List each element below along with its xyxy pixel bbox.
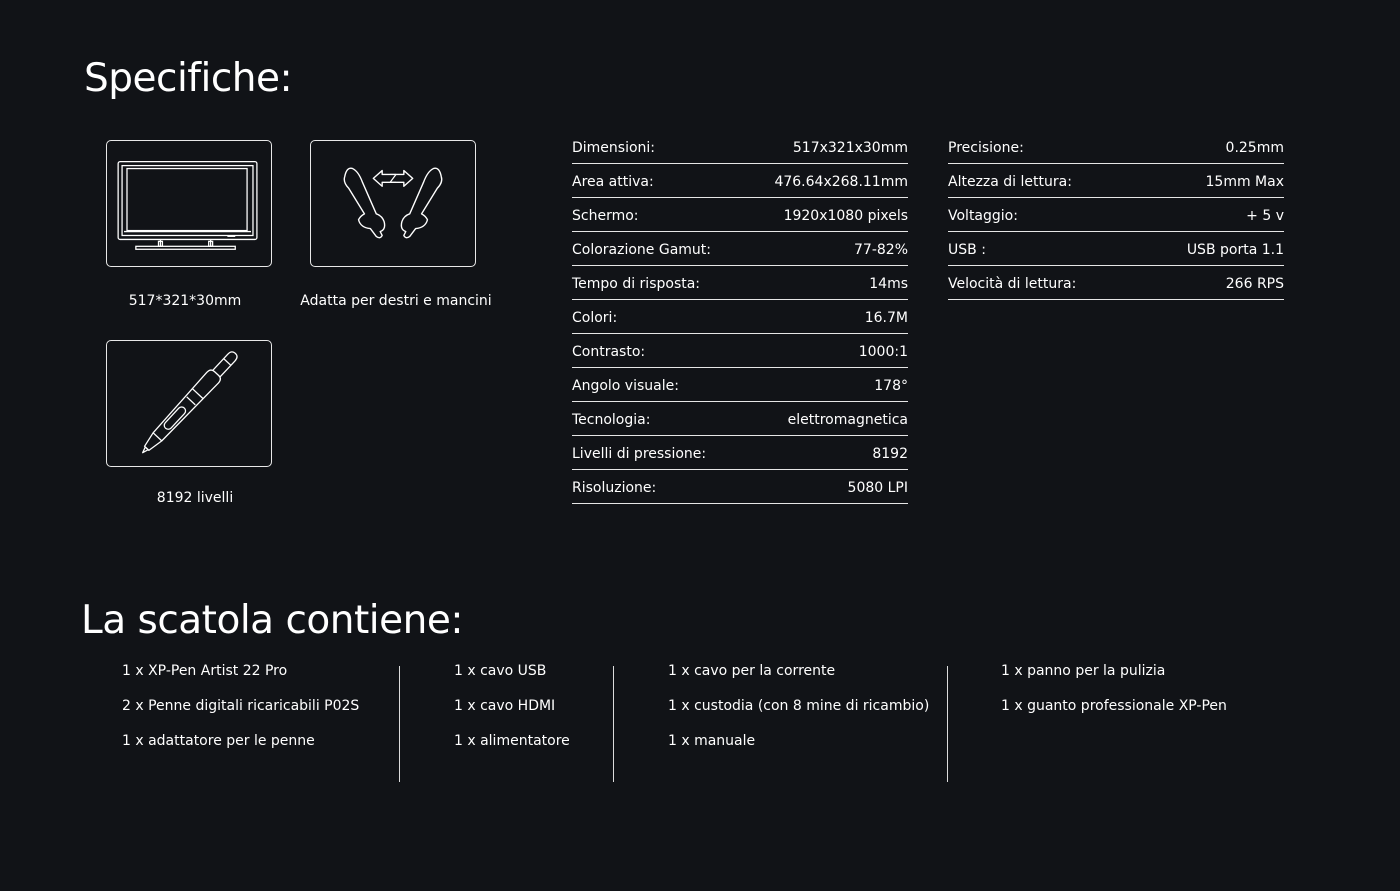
spec-value: 1920x1080 pixels xyxy=(783,207,908,224)
box-item: 1 x cavo per la corrente xyxy=(668,663,836,679)
box-column-3 xyxy=(668,661,929,766)
spec-value: + 5 v xyxy=(1246,207,1284,224)
spec-value: 1000:1 xyxy=(858,343,908,360)
spec-value: 14ms xyxy=(869,275,908,292)
spec-label: Dimensioni: xyxy=(572,139,656,156)
spec-label: Angolo visuale: xyxy=(572,377,679,394)
box-item: 1 x custodia (con 8 mine di ricambio) xyxy=(668,698,930,714)
spec-value: 8192 xyxy=(872,445,908,462)
spec-value: 0.25mm xyxy=(1225,139,1284,156)
spec-value: 178° xyxy=(874,377,908,394)
box-column-2 xyxy=(454,661,570,766)
specs-title: Specifiche: xyxy=(84,56,293,101)
spec-label: Area attiva: xyxy=(572,173,654,190)
spec-value: 15mm Max xyxy=(1205,173,1284,190)
feature-caption-ambidextrous: Adatta per destri e mancini xyxy=(300,293,492,309)
spec-label: Colorazione Gamut: xyxy=(572,241,712,258)
spec-value: 476.64x268.11mm xyxy=(774,173,908,190)
spec-label: Precisione: xyxy=(948,139,1024,156)
spec-value: 77-82% xyxy=(854,241,908,258)
spec-label: Tecnologia: xyxy=(572,411,651,428)
spec-row xyxy=(572,232,908,266)
box-item: 1 x guanto professionale XP-Pen xyxy=(1001,698,1227,714)
spec-row xyxy=(572,300,908,334)
monitor-icon xyxy=(107,141,271,266)
feature-card-pressure xyxy=(106,340,272,467)
stylus-icon xyxy=(107,341,271,466)
feature-caption-pressure: 8192 livelli xyxy=(156,490,234,506)
ambidextrous-pens-icon xyxy=(311,141,475,266)
spec-label: Schermo: xyxy=(572,207,639,224)
spec-row xyxy=(572,436,908,470)
spec-row xyxy=(572,334,908,368)
spec-label: USB : xyxy=(948,241,986,258)
column-divider xyxy=(613,666,614,782)
spec-table-left xyxy=(572,130,908,504)
spec-value: 266 RPS xyxy=(1225,275,1284,292)
spec-row xyxy=(572,266,908,300)
box-item: 1 x manuale xyxy=(668,733,756,749)
box-item: 1 x cavo HDMI xyxy=(454,698,556,714)
spec-row xyxy=(948,198,1284,232)
spec-label: Tempo di risposta: xyxy=(572,275,701,292)
spec-label: Velocità di lettura: xyxy=(948,275,1077,292)
box-column-1 xyxy=(122,661,359,766)
box-item: 1 x adattatore per le penne xyxy=(122,733,315,749)
spec-table-right xyxy=(948,130,1284,300)
feature-card-ambidextrous xyxy=(310,140,476,267)
box-item: 2 x Penne digitali ricaricabili P02S xyxy=(122,698,360,714)
spec-row xyxy=(572,368,908,402)
box-item: 1 x cavo USB xyxy=(454,663,547,679)
spec-row xyxy=(572,470,908,504)
spec-label: Contrasto: xyxy=(572,343,646,360)
spec-row xyxy=(948,164,1284,198)
spec-label: Risoluzione: xyxy=(572,479,657,496)
spec-value: 5080 LPI xyxy=(847,479,908,496)
spec-value: USB porta 1.1 xyxy=(1186,241,1284,258)
spec-row xyxy=(948,232,1284,266)
spec-label: Livelli di pressione: xyxy=(572,445,707,462)
spec-label: Altezza di lettura: xyxy=(948,173,1072,190)
spec-row xyxy=(948,266,1284,300)
spec-row xyxy=(572,164,908,198)
box-column-4 xyxy=(1001,661,1227,731)
box-item: 1 x XP-Pen Artist 22 Pro xyxy=(122,663,288,679)
box-item: 1 x alimentatore xyxy=(454,733,570,749)
feature-card-size xyxy=(106,140,272,267)
box-item: 1 x panno per la pulizia xyxy=(1001,663,1166,679)
column-divider xyxy=(947,666,948,782)
spec-label: Colori: xyxy=(572,309,618,326)
spec-row xyxy=(572,130,908,164)
spec-row xyxy=(572,402,908,436)
spec-row xyxy=(948,130,1284,164)
spec-value: 517x321x30mm xyxy=(792,139,908,156)
spec-value: elettromagnetica xyxy=(787,411,908,428)
column-divider xyxy=(399,666,400,782)
spec-row xyxy=(572,198,908,232)
feature-caption-size: 517*321*30mm xyxy=(128,293,242,309)
spec-label: Voltaggio: xyxy=(948,207,1018,224)
spec-value: 16.7M xyxy=(864,309,908,326)
box-contents-title: La scatola contiene: xyxy=(81,598,463,643)
